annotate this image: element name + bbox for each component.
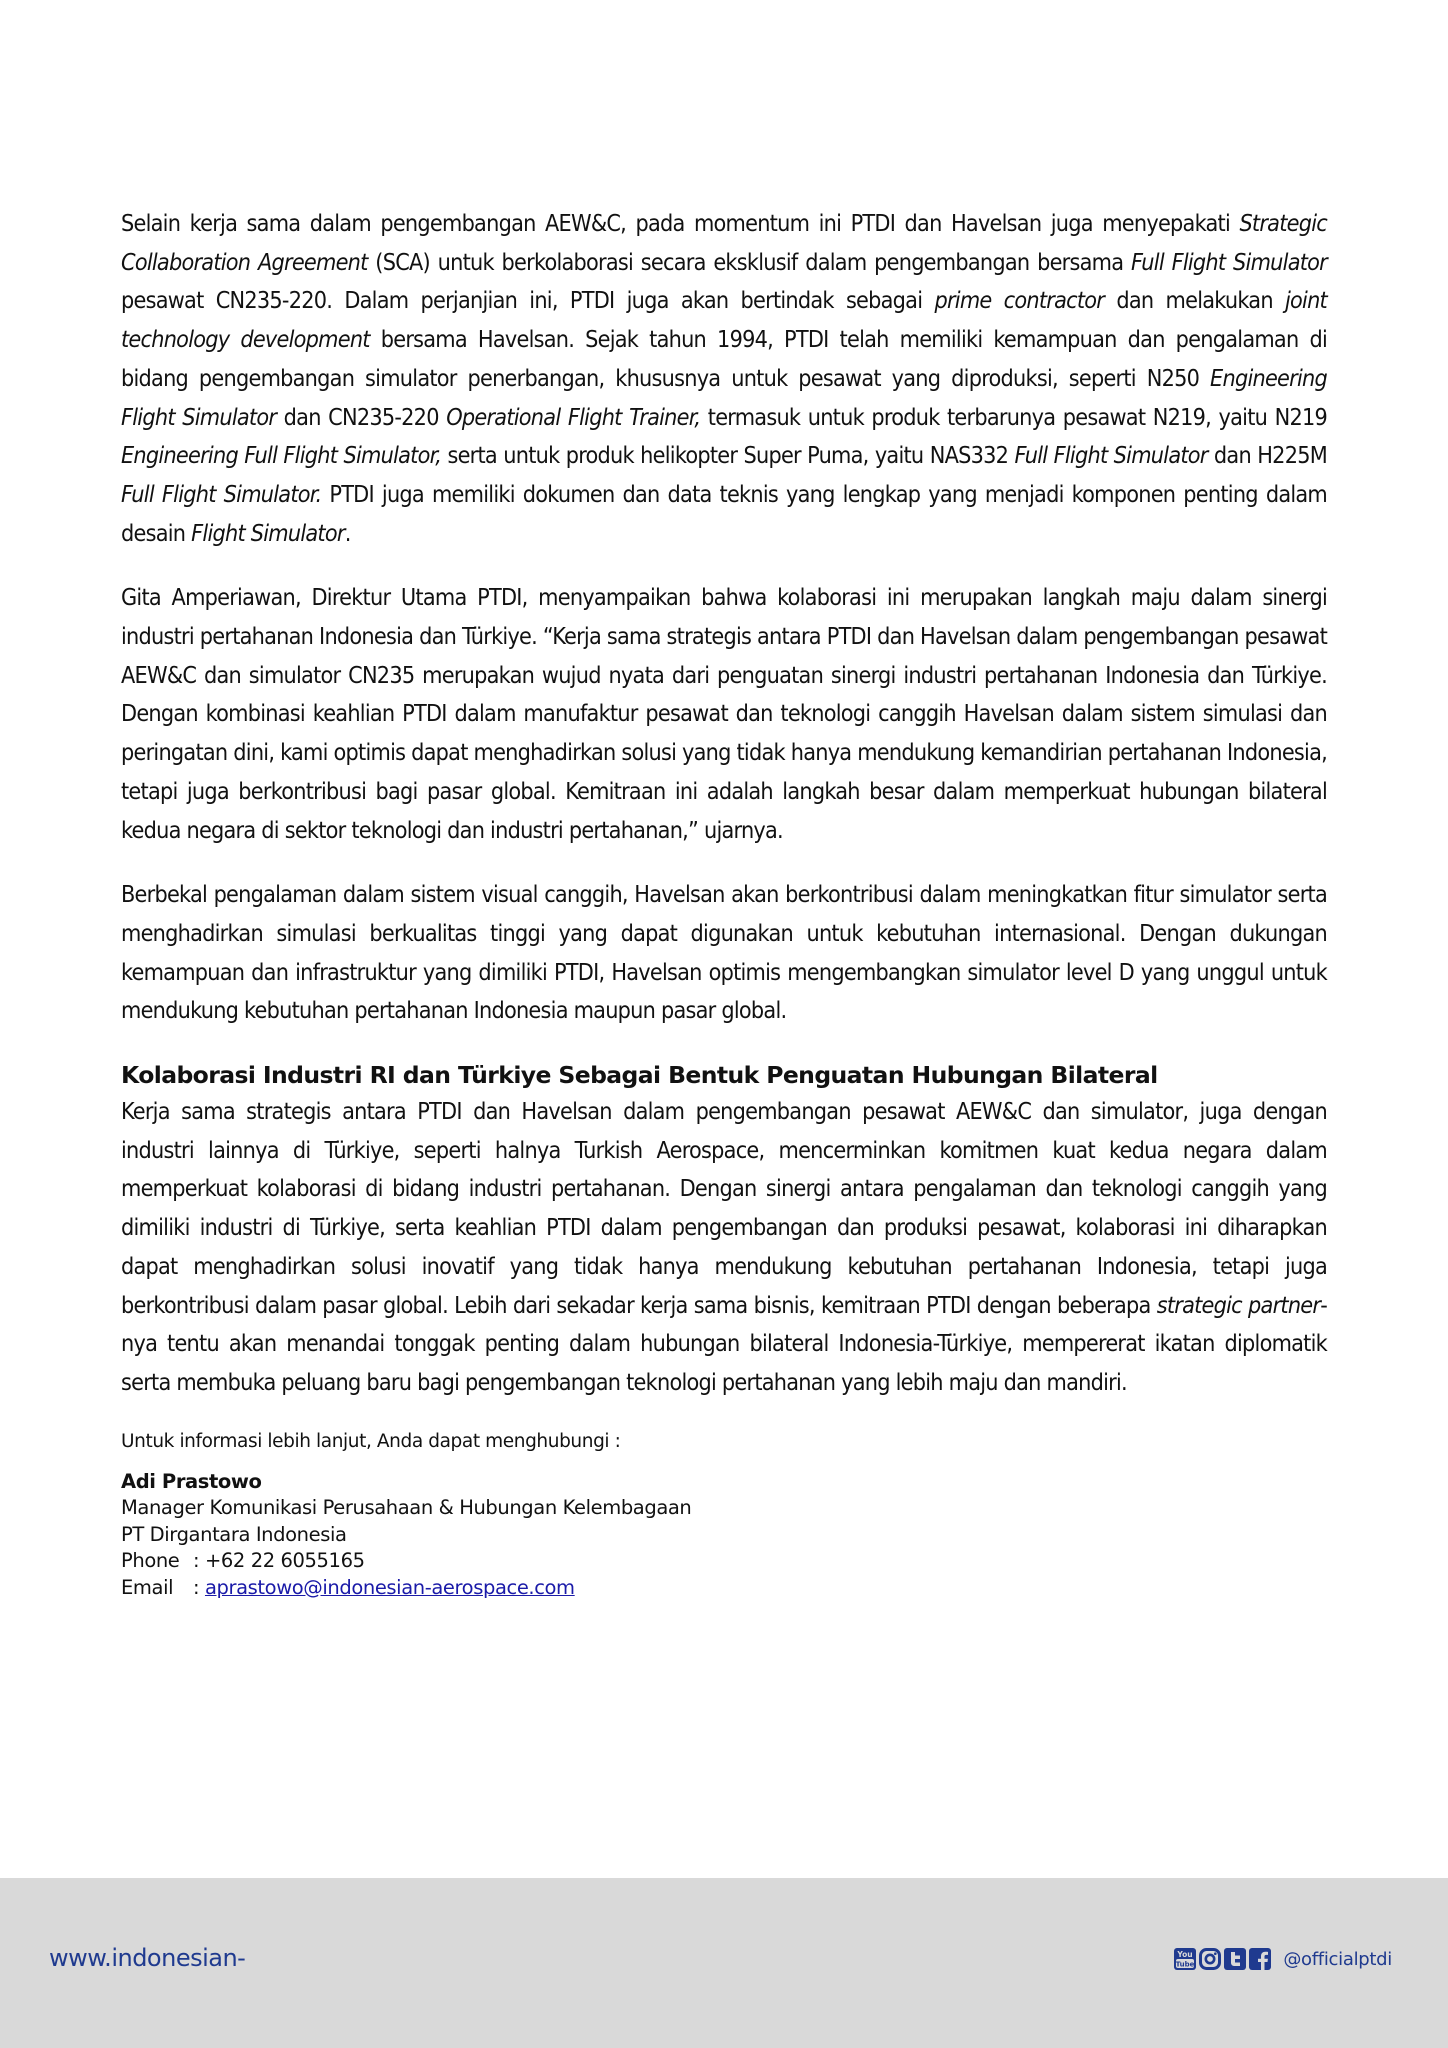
twitter-icon[interactable]: [1224, 1948, 1246, 1970]
phone-label: Phone: [121, 1549, 180, 1573]
text-run: Gita Amperiawan, Direktur Utama PTDI, menyampaikan bahwa kolaborasi ini merupakan langkah maju dalam sinergi industri pertahanan Indonesia dan Türkiye. “Kerja sama strategis antara PTDI dan Havelsan dalam pengembangan pesawat AEW&C dan simulator CN235 merupakan wujud nyata dari penguatan sinergi industri pertahanan Indonesia dan Türkiye. Dengan kombinasi keahlian PTDI dalam manufaktur pesawat dan teknologi canggih Havelsan dalam sistem simulasi dan peringatan dini, kami optimis dapat menghadirkan solusi yang tidak hanya mendukung kemandirian pertahanan Indonesia, tetapi juga berkontribusi bagi pasar global. Kemitraan ini adalah langkah besar dalam memperkuat hubungan bilateral kedua negara di sektor teknologi dan industri pertahanan,” ujarnya.: [121, 584, 1327, 844]
text-run: Selain kerja sama dalam pengembangan AEW&C, pada momentum ini PTDI dan Havelsan juga menyepakati: [121, 210, 1240, 237]
facebook-icon[interactable]: [1249, 1948, 1271, 1970]
paragraph-havelsan-contribution: [121, 876, 1327, 1031]
italic-term: strategic partner: [1156, 1291, 1321, 1319]
contact-block: [121, 1469, 1327, 1602]
italic-term: Full Flight Simulator: [1014, 442, 1208, 470]
text-run: .: [344, 519, 351, 547]
italic-term: Engineering Flight Simulator: [121, 364, 1327, 431]
contact-phone-row: [121, 1548, 1327, 1575]
contact-name: Adi Prastowo: [121, 1469, 262, 1493]
italic-term: Flight Simulator: [191, 519, 345, 547]
text-run: pesawat CN235-220. Dalam perjanjian ini, PTDI juga akan bertindak sebagai: [121, 287, 935, 315]
email-label: Email: [121, 1575, 174, 1599]
contact-title: Manager Komunikasi Perusahaan & Hubungan Kelembagaan: [121, 1496, 692, 1520]
website-link[interactable]: www.indonesian-: [49, 1944, 246, 1972]
contact-email-row: [121, 1575, 1327, 1602]
text-run: Berbekal pengalaman dalam sistem visual canggih, Havelsan akan berkontribusi dalam meningkatkan fitur simulator serta menghadirkan simulasi berkualitas tinggi yang dapat digunakan untuk kebutuhan internasional. Dengan dukungan kemampuan dan infrastruktur yang dimiliki PTDI, Havelsan optimis mengembangkan simulator level D yang unggul untuk mendukung kebutuhan pertahanan Indonesia maupun pasar global.: [121, 881, 1327, 1025]
contact-company: PT Dirgantara Indonesia: [121, 1522, 347, 1546]
text-run: PTDI juga memiliki dokumen dan data teknis yang lengkap yang menjadi komponen penting dalam desain: [121, 480, 1327, 547]
italic-term: Strategic Collaboration Agreement: [121, 210, 1327, 276]
text-run: Kerja sama strategis antara PTDI dan Havelsan dalam pengembangan pesawat AEW&C dan simulator, juga dengan industri lainnya di Türkiye, seperti halnya Turkish Aerospace, mencerminkan komitmen kuat kedua negara dalam memperkuat kolaborasi di bidang industri pertahanan. Dengan sinergi antara pengalaman dan teknologi canggih yang dimiliki industri di Türkiye, serta keahlian PTDI dalam pengembangan dan produksi pesawat, kolaborasi ini diharapkan dapat menghadirkan solusi inovatif yang tidak hanya mendukung kebutuhan pertahanan Indonesia, tetapi juga berkontribusi dalam pasar global. Lebih dari sekadar kerja sama bisnis, kemitraan PTDI dengan beberapa: [121, 1098, 1327, 1319]
svg-text:Tube: Tube: [1175, 1960, 1195, 1969]
text-run: dan CN235-220: [276, 403, 447, 431]
text-run: termasuk untuk produk terbarunya pesawat N219, yaitu N219: [700, 403, 1327, 431]
phone-value: : +62 22 6055165: [193, 1549, 365, 1573]
italic-term: Full Flight Simulator: [1130, 248, 1327, 276]
text-run: dan melakukan: [1104, 287, 1285, 315]
text-run: serta untuk produk helikopter Super Puma, yaitu NAS332: [441, 442, 1015, 470]
social-links: [1174, 1948, 1392, 1970]
page-footer: [0, 1878, 1448, 2048]
italic-term: joint technology development: [121, 287, 1327, 354]
contact-intro: Untuk informasi lebih lanjut, Anda dapat menghubungi :: [121, 1430, 621, 1452]
text-run: -nya tentu akan menandai tonggak penting dalam hubungan bilateral Indonesia-Türkiye, mempererat ikatan diplomatik serta membuka peluang baru bagi pengembangan teknologi pertahanan yang lebih maju dan mandiri.: [121, 1291, 1327, 1396]
email-separator: :: [193, 1575, 205, 1599]
social-handle[interactable]: @officialptdi: [1283, 1948, 1392, 1970]
text-run: bersama Havelsan. Sejak tahun 1994, PTDI telah memiliki kemampuan dan pengalaman di bidang pengembangan simulator penerbangan, khususnya untuk pesawat yang diproduksi, seperti N250: [121, 326, 1327, 392]
paragraph-simulator-agreement: [121, 205, 1327, 553]
email-link[interactable]: aprastowo@indonesian-aerospace.com: [204, 1575, 575, 1599]
paragraph-bilateral-collaboration: [121, 1093, 1327, 1403]
italic-term: Engineering Full Flight Simulator,: [121, 442, 442, 470]
italic-term: Full Flight Simulator.: [121, 480, 322, 508]
youtube-icon[interactable]: [1174, 1948, 1196, 1970]
section-heading: Kolaborasi Industri RI dan Türkiye Sebagai Bentuk Penguatan Hubungan Bilateral: [121, 1061, 1158, 1090]
instagram-icon[interactable]: [1199, 1948, 1221, 1970]
document-body: [121, 205, 1327, 1601]
text-run: dan H225M: [1207, 442, 1327, 470]
svg-text:You: You: [1177, 1950, 1193, 1959]
italic-term: prime contractor: [934, 287, 1105, 315]
italic-term: Operational Flight Trainer,: [446, 403, 701, 431]
text-run: (SCA) untuk berkolaborasi secara eksklusif dalam pengembangan bersama: [367, 248, 1131, 276]
paragraph-director-quote: [121, 579, 1327, 850]
